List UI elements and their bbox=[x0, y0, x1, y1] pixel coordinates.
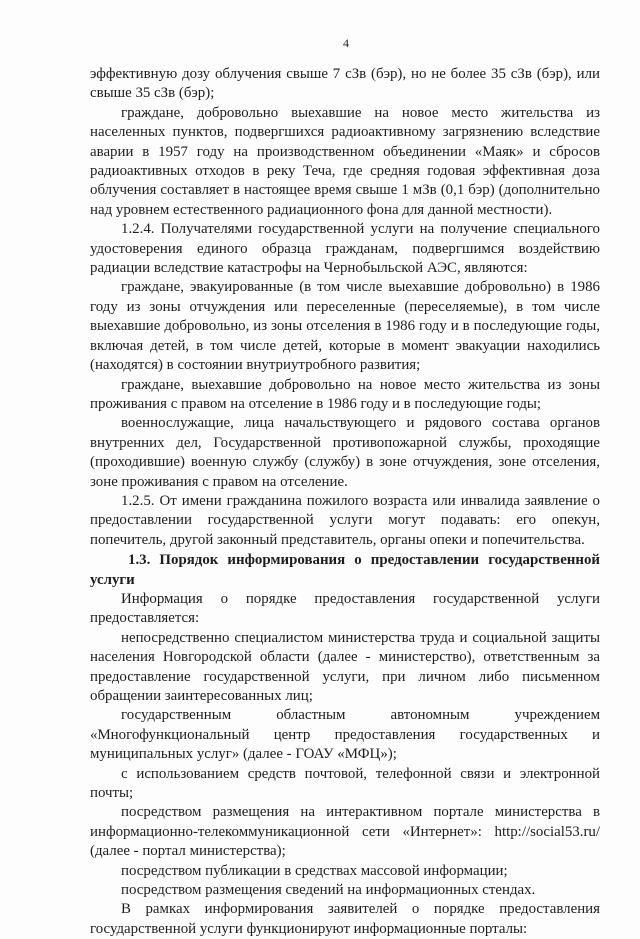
paragraph: непосредственно специалистом министерства труда и социальной защиты населения Новгородской области (далее - министерство), ответственным за предоставление государственной услуги, при личном либо письменном обращении заинтересованных лиц; bbox=[90, 629, 600, 704]
paragraph: Информация о порядке предоставления государственной услуги предоставляется: bbox=[90, 590, 600, 627]
paragraph: 1.2.5. От имени гражданина пожилого возраста или инвалида заявление о предоставлении государственной услуги могут подавать: его опекун, попечитель, другой законный представитель, органы опеки и попечительства. bbox=[90, 492, 600, 548]
paragraph: эффективную дозу облучения свыше 7 сЗв (бэр), но не более 35 сЗв (бэр), или свыше 35 сЗв (бэр); bbox=[90, 66, 600, 102]
paragraph: граждане, выехавшие добровольно на новое место жительства из зоны проживания с правом на отселение в 1986 году и в последующие годы; bbox=[90, 376, 600, 412]
paragraph: посредством размещения сведений на информационных стендах. bbox=[121, 882, 536, 899]
paragraph: 1.2.4. Получателями государственной услуги на получение специального удостоверения единого образца гражданам, подвергшимся воздействию радиации вследствие катастрофы на Чернобыльской АЭС, являются: bbox=[90, 221, 600, 277]
paragraph: В рамках информирования заявителей о порядке предоставления государственной услуги функционируют информационные порталы: bbox=[90, 901, 600, 937]
paragraph: с использованием средств почтовой, телефонной связи и электронной почты; bbox=[90, 765, 600, 802]
paragraph: посредством размещения на интерактивном портале министерства в информационно-телекоммуникационной сети «Интернет»: http://social53.ru/ (далее - портал министерства); bbox=[90, 804, 600, 860]
page-number: 4 bbox=[343, 36, 349, 50]
paragraph: граждане, эвакуированные (в том числе выехавшие добровольно) в 1986 году из зоны отчуждения или переселенные (переселяемые), в том числе выехавшие добровольно, из зоны отселения в 1986 году и в последующие годы, включая детей, в том числе детей, которые в момент эвакуации находились (находятся) в состоянии внутриутробного развития; bbox=[90, 279, 600, 374]
paragraph: посредством публикации в средствах массовой информации; bbox=[121, 862, 508, 879]
section-heading: 1.3. Порядок информирования о предоставлении государственной услуги bbox=[90, 552, 600, 588]
document-body bbox=[90, 65, 600, 939]
paragraph: граждане, добровольно выехавшие на новое место жительства из населенных пунктов, подвергшихся радиоактивному загрязнению вследствие аварии в 1957 году на производственном объединении «Маяк» и сбросов радиоактивных отходов в реку Теча, где средняя годовая эффективная доза облучения составляет в настоящее время свыше 1 мЗв (0,1 бэр) (дополнительно над уровнем естественного радиационного фона для данной местности). bbox=[90, 104, 600, 218]
paragraph: военнослужащие, лица начальствующего и рядового состава органов внутренних дел, Государственной противопожарной службы, проходящие (проходившие) военную службу (службу) в зоне отчуждения, зоне отселения, зоне проживания с правом на отселение. bbox=[90, 415, 600, 490]
paragraph: государственным областным автономным учреждением «Многофункциональный центр предоставления государственных и муниципальных услуг» (далее - ГОАУ «МФЦ»); bbox=[90, 707, 600, 763]
